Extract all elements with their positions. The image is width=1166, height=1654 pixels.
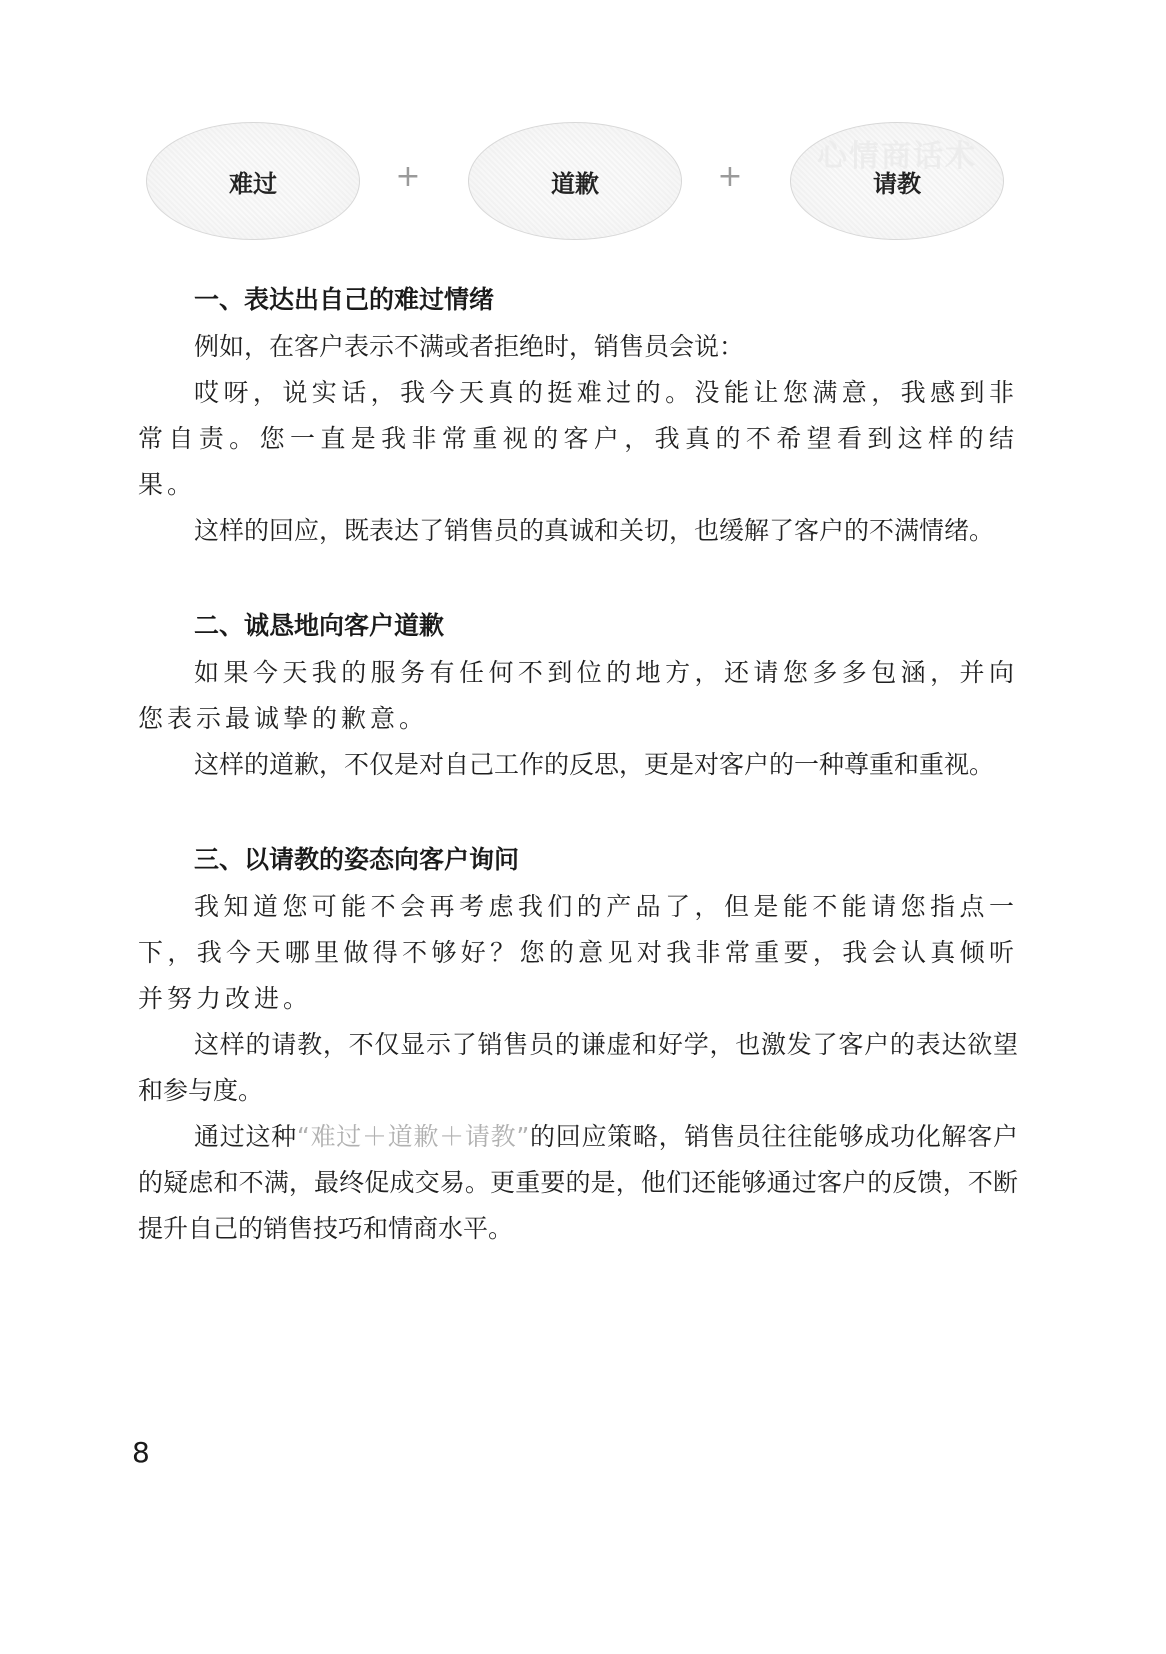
formula-highlight: “难过＋道歉＋请教” <box>296 1122 530 1151</box>
section-heading: 二、诚恳地向客户道歉 <box>194 611 445 640</box>
example-quote: 哎呀，说实话，我今天真的挺难过的。没能让您满意，我感到非常自责。您一直是我非常重视的客户，我真的不希望看到这样的结果。 <box>138 378 1018 499</box>
plus-sign: + <box>395 159 421 194</box>
conclusion-paragraph <box>138 1114 1018 1252</box>
section-intro: 例如，在客户表示不满或者拒绝时，销售员会说： <box>194 332 745 361</box>
oval-label-sadness: 难过 <box>229 169 277 198</box>
section-comment: 这样的道歉，不仅是对自己工作的反思，更是对客户的一种尊重和重视。 <box>194 750 995 779</box>
oval-ask-advice <box>790 122 1004 240</box>
example-quote: 如果今天我的服务有任何不到位的地方，还请您多多包涵，并向您表示最诚挚的歉意。 <box>138 658 1018 733</box>
section-heading: 三、以请教的姿态向客户询问 <box>194 845 520 874</box>
section-heading: 一、表达出自己的难过情绪 <box>194 285 495 314</box>
oval-apology <box>468 122 682 240</box>
conclusion-after: 的回应策略，销售员往往能够成功化解客户的疑虑和不满，最终促成交易。更重要的是，他们还能够通过客户的反馈，不断提升自己的销售技巧和情商水平。 <box>138 1122 1018 1243</box>
page-body <box>138 276 1018 1252</box>
oval-watermark: 心情商话术 <box>817 139 977 174</box>
plus-sign: + <box>717 159 743 194</box>
oval-label-apology: 道歉 <box>551 169 599 198</box>
oval-label-ask-advice: 请教 <box>873 169 921 198</box>
formula-diagram <box>146 122 1016 242</box>
section-comment: 这样的回应，既表达了销售员的真诚和关切，也缓解了客户的不满情绪。 <box>194 516 995 545</box>
oval-sadness <box>146 122 360 240</box>
conclusion-before: 通过这种 <box>194 1122 297 1151</box>
page-number: 8 <box>132 1436 150 1469</box>
example-quote: 我知道您可能不会再考虑我们的产品了，但是能不能请您指点一下，我今天哪里做得不够好？您的意见对我非常重要，我会认真倾听并努力改进。 <box>138 892 1018 1013</box>
section-comment: 这样的请教，不仅显示了销售员的谦虚和好学，也激发了客户的表达欲望和参与度。 <box>138 1030 1018 1105</box>
